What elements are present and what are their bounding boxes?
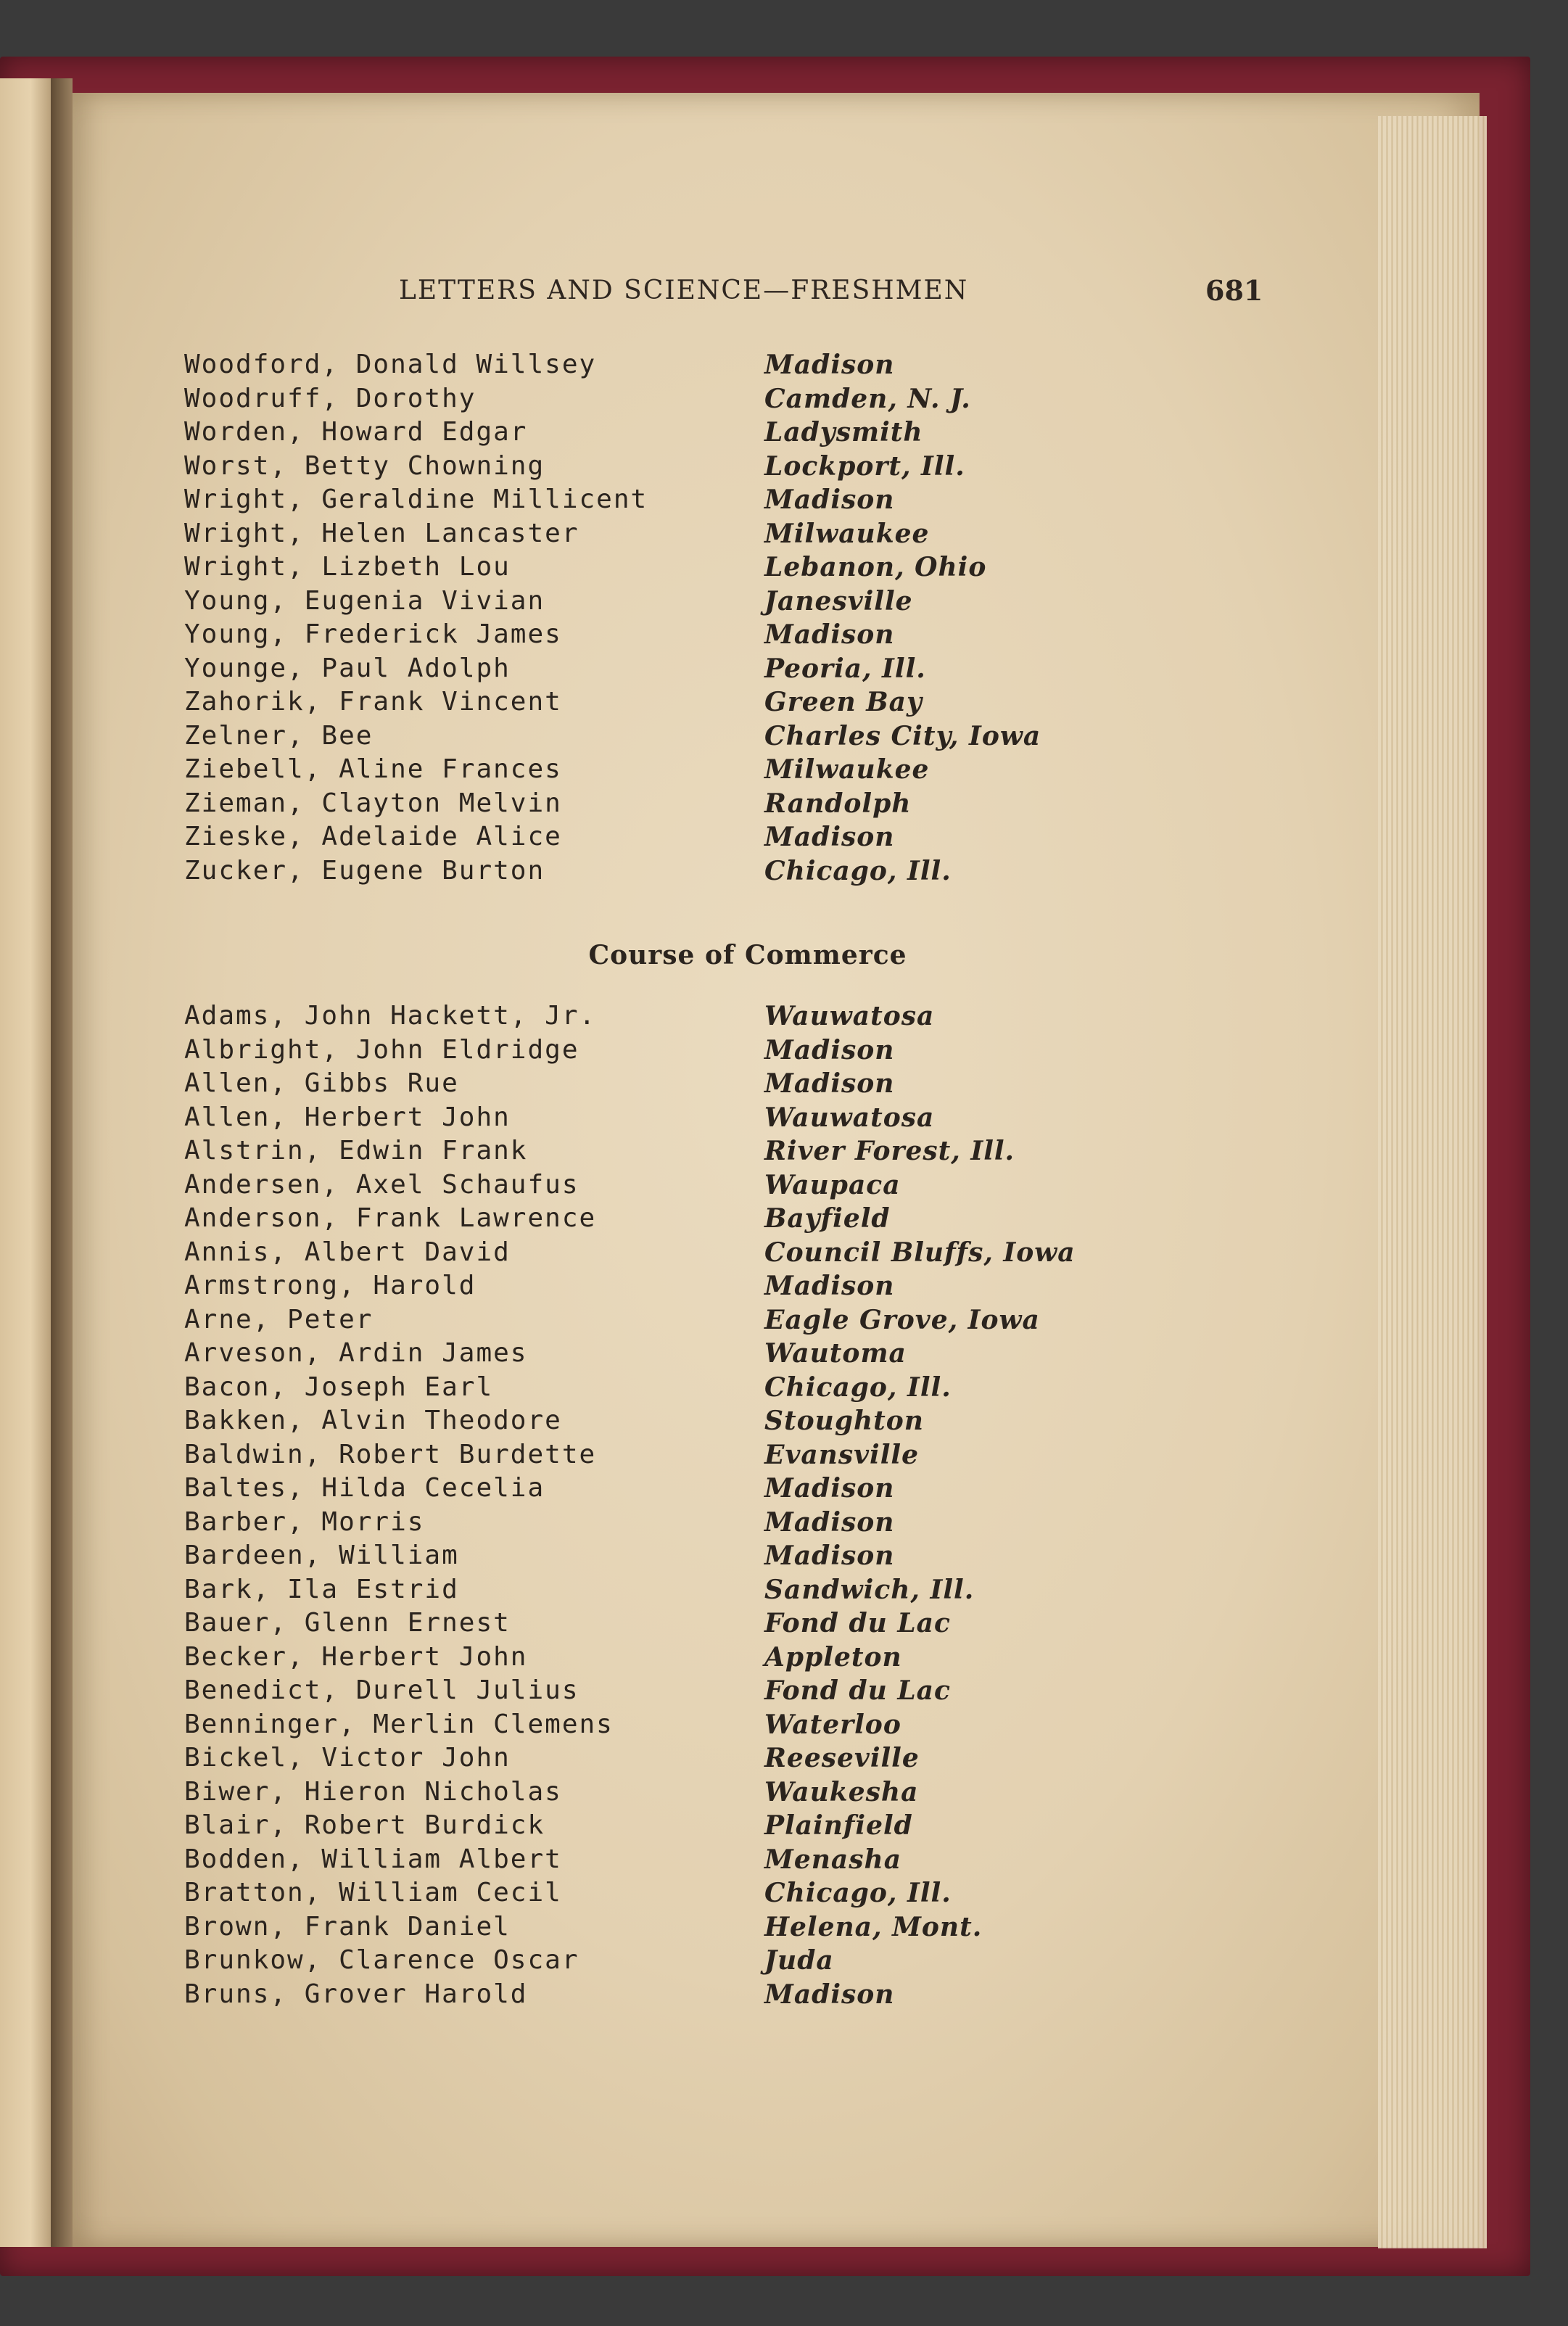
- student-name: Woodruff, Dorothy: [184, 383, 476, 413]
- section-heading-text: Course of Commerce: [588, 940, 907, 970]
- list-item: [184, 1607, 1272, 1641]
- student-name: Zieske, Adelaide Alice: [184, 822, 562, 851]
- list-item: [184, 685, 1272, 719]
- student-name: Armstrong, Harold: [184, 1271, 476, 1300]
- student-hometown: Janesville: [764, 585, 913, 616]
- student-name: Wright, Helen Lancaster: [184, 518, 579, 548]
- student-name: Allen, Gibbs Rue: [184, 1068, 459, 1098]
- student-hometown: Juda: [764, 1945, 834, 1976]
- list-item: [184, 550, 1272, 585]
- list-item: [184, 1539, 1272, 1573]
- student-hometown: Waukesha: [764, 1776, 919, 1807]
- student-name: Barber, Morris: [184, 1506, 425, 1537]
- student-name: Bodden, William Albert: [184, 1844, 562, 1874]
- student-name: Brown, Frank Daniel: [184, 1911, 511, 1942]
- student-name: Zelner, Bee: [184, 720, 374, 751]
- list-item: [184, 1303, 1272, 1337]
- student-hometown: Waupaca: [764, 1169, 901, 1200]
- student-name: Bark, Ila Estrid: [184, 1574, 459, 1604]
- student-hometown: Waterloo: [764, 1709, 901, 1740]
- student-hometown: Chicago, Ill.: [764, 1878, 952, 1908]
- page-edges: [1378, 116, 1487, 2248]
- list-item: [184, 1269, 1272, 1303]
- book-gutter: [51, 78, 73, 2247]
- student-hometown: Peoria, Ill.: [764, 653, 926, 684]
- student-hometown: Madison: [764, 1068, 895, 1099]
- list-item: [184, 618, 1272, 652]
- student-hometown: River Forest, Ill.: [764, 1136, 1015, 1166]
- student-hometown: Madison: [764, 1271, 895, 1301]
- student-hometown: Madison: [764, 1541, 895, 1571]
- list-item: [184, 450, 1272, 484]
- student-hometown: Evansville: [764, 1439, 919, 1470]
- student-hometown: Green Bay: [764, 687, 923, 717]
- student-hometown: Madison: [764, 350, 895, 380]
- list-item: [184, 1404, 1272, 1438]
- student-hometown: Eagle Grove, Iowa: [764, 1304, 1040, 1335]
- section-heading: [0, 940, 1568, 970]
- list-item: [184, 820, 1272, 854]
- student-hometown: Madison: [764, 484, 895, 515]
- list-item: [184, 1708, 1272, 1742]
- student-hometown: Randolph: [764, 788, 912, 819]
- list-item: [184, 999, 1272, 1034]
- student-name: Biwer, Hieron Nicholas: [184, 1776, 562, 1807]
- student-hometown: Plainfield: [764, 1810, 913, 1841]
- student-name: Worst, Betty Chowning: [184, 450, 545, 481]
- student-name: Young, Eugenia Vivian: [184, 585, 545, 616]
- student-name: Woodford, Donald Willsey: [184, 350, 597, 379]
- list-item: [184, 1236, 1272, 1270]
- student-hometown: Madison: [764, 1506, 895, 1538]
- student-name: Bardeen, William: [184, 1541, 459, 1570]
- student-hometown: Madison: [764, 619, 895, 650]
- list-item: [184, 753, 1272, 787]
- student-hometown: Council Bluffs, Iowa: [764, 1237, 1076, 1268]
- student-name: Bakken, Alvin Theodore: [184, 1406, 562, 1435]
- list-item: [184, 1371, 1272, 1405]
- list-item: [184, 483, 1272, 517]
- list-item: [184, 854, 1272, 888]
- student-hometown: Bayfield: [764, 1203, 891, 1234]
- student-hometown: Fond du Lac: [764, 1675, 951, 1706]
- student-hometown: Lockport, Ill.: [764, 450, 965, 482]
- list-item: [184, 1944, 1272, 1978]
- list-item: [184, 1843, 1272, 1877]
- student-hometown: Camden, N. J.: [764, 383, 971, 414]
- student-name: Younge, Paul Adolph: [184, 653, 511, 683]
- list-item: [184, 1101, 1272, 1135]
- student-name: Blair, Robert Burdick: [184, 1810, 545, 1840]
- list-item: [184, 1202, 1272, 1236]
- left-page-edge: [0, 78, 51, 2247]
- student-hometown: Chicago, Ill.: [764, 1372, 952, 1403]
- student-name: Bacon, Joseph Earl: [184, 1372, 494, 1402]
- student-hometown: Milwaukee: [764, 754, 930, 785]
- student-name: Baltes, Hilda Cecelia: [184, 1473, 545, 1503]
- student-name: Bauer, Glenn Ernest: [184, 1608, 511, 1638]
- student-name: Allen, Herbert John: [184, 1102, 511, 1132]
- student-name: Bickel, Victor John: [184, 1743, 511, 1773]
- student-name: Arne, Peter: [184, 1304, 374, 1335]
- student-name: Ziebell, Aline Frances: [184, 754, 562, 784]
- student-name: Benninger, Merlin Clemens: [184, 1709, 614, 1739]
- list-item: [184, 1978, 1272, 2012]
- student-hometown: Madison: [764, 822, 895, 852]
- student-name: Bratton, William Cecil: [184, 1878, 562, 1908]
- student-hometown: Wauwatosa: [764, 1102, 935, 1133]
- student-list-letters-science: [184, 348, 1272, 888]
- student-name: Adams, John Hackett, Jr.: [184, 1001, 597, 1031]
- list-item: [184, 1438, 1272, 1472]
- student-name: Becker, Herbert John: [184, 1641, 528, 1672]
- list-item: [184, 517, 1272, 551]
- student-hometown: Reeseville: [764, 1743, 920, 1773]
- student-name: Worden, Howard Edgar: [184, 417, 528, 447]
- student-hometown: Madison: [764, 1473, 895, 1504]
- student-hometown: Appleton: [764, 1641, 902, 1673]
- student-name: Wright, Geraldine Millicent: [184, 484, 648, 514]
- student-hometown: Wauwatosa: [764, 1001, 935, 1031]
- list-item: [184, 1741, 1272, 1776]
- list-item: [184, 1809, 1272, 1843]
- student-name: Young, Frederick James: [184, 619, 562, 649]
- list-item: [184, 1910, 1272, 1944]
- student-name: Zieman, Clayton Melvin: [184, 788, 562, 818]
- list-item: [184, 348, 1272, 382]
- list-item: [184, 1067, 1272, 1101]
- list-item: [184, 1876, 1272, 1910]
- list-item: [184, 416, 1272, 450]
- student-hometown: Milwaukee: [764, 518, 930, 549]
- student-name: Arveson, Ardin James: [184, 1338, 528, 1368]
- list-item: [184, 719, 1272, 754]
- list-item: [184, 1134, 1272, 1168]
- list-item: [184, 382, 1272, 416]
- student-name: Wright, Lizbeth Lou: [184, 552, 511, 582]
- list-item: [184, 1034, 1272, 1068]
- student-name: Zucker, Eugene Burton: [184, 855, 545, 886]
- student-hometown: Stoughton: [764, 1406, 924, 1436]
- student-hometown: Madison: [764, 1034, 895, 1065]
- student-hometown: Wautoma: [764, 1338, 907, 1369]
- student-name: Alstrin, Edwin Frank: [184, 1136, 528, 1166]
- list-item: [184, 1674, 1272, 1708]
- student-name: Bruns, Grover Harold: [184, 1979, 528, 2009]
- student-hometown: Ladysmith: [764, 417, 923, 448]
- student-name: Zahorik, Frank Vincent: [184, 687, 562, 717]
- list-item: [184, 1776, 1272, 1810]
- student-name: Albright, John Eldridge: [184, 1034, 579, 1065]
- list-item: [184, 1337, 1272, 1371]
- student-hometown: Chicago, Ill.: [764, 855, 952, 886]
- student-hometown: Sandwich, Ill.: [764, 1574, 975, 1605]
- student-name: Anderson, Frank Lawrence: [184, 1203, 597, 1233]
- list-item: [184, 1573, 1272, 1607]
- student-hometown: Charles City, Iowa: [764, 720, 1041, 751]
- running-head: LETTERS AND SCIENCE—FRESHMEN: [399, 276, 969, 305]
- page-number: 681: [1205, 274, 1263, 307]
- student-name: Andersen, Axel Schaufus: [184, 1169, 579, 1200]
- student-hometown: Helena, Mont.: [764, 1911, 983, 1942]
- student-name: Annis, Albert David: [184, 1237, 511, 1267]
- student-hometown: Fond du Lac: [764, 1608, 951, 1638]
- student-name: Benedict, Durell Julius: [184, 1675, 579, 1705]
- student-name: Brunkow, Clarence Oscar: [184, 1945, 579, 1975]
- list-item: [184, 1641, 1272, 1675]
- student-name: Baldwin, Robert Burdette: [184, 1439, 597, 1469]
- list-item: [184, 1168, 1272, 1203]
- list-item: [184, 1506, 1272, 1540]
- student-hometown: Madison: [764, 1979, 895, 2010]
- list-item: [184, 787, 1272, 821]
- list-item: [184, 1472, 1272, 1506]
- student-list-commerce: [184, 999, 1272, 2011]
- student-hometown: Menasha: [764, 1844, 902, 1875]
- list-item: [184, 652, 1272, 686]
- student-hometown: Lebanon, Ohio: [764, 552, 987, 582]
- list-item: [184, 585, 1272, 619]
